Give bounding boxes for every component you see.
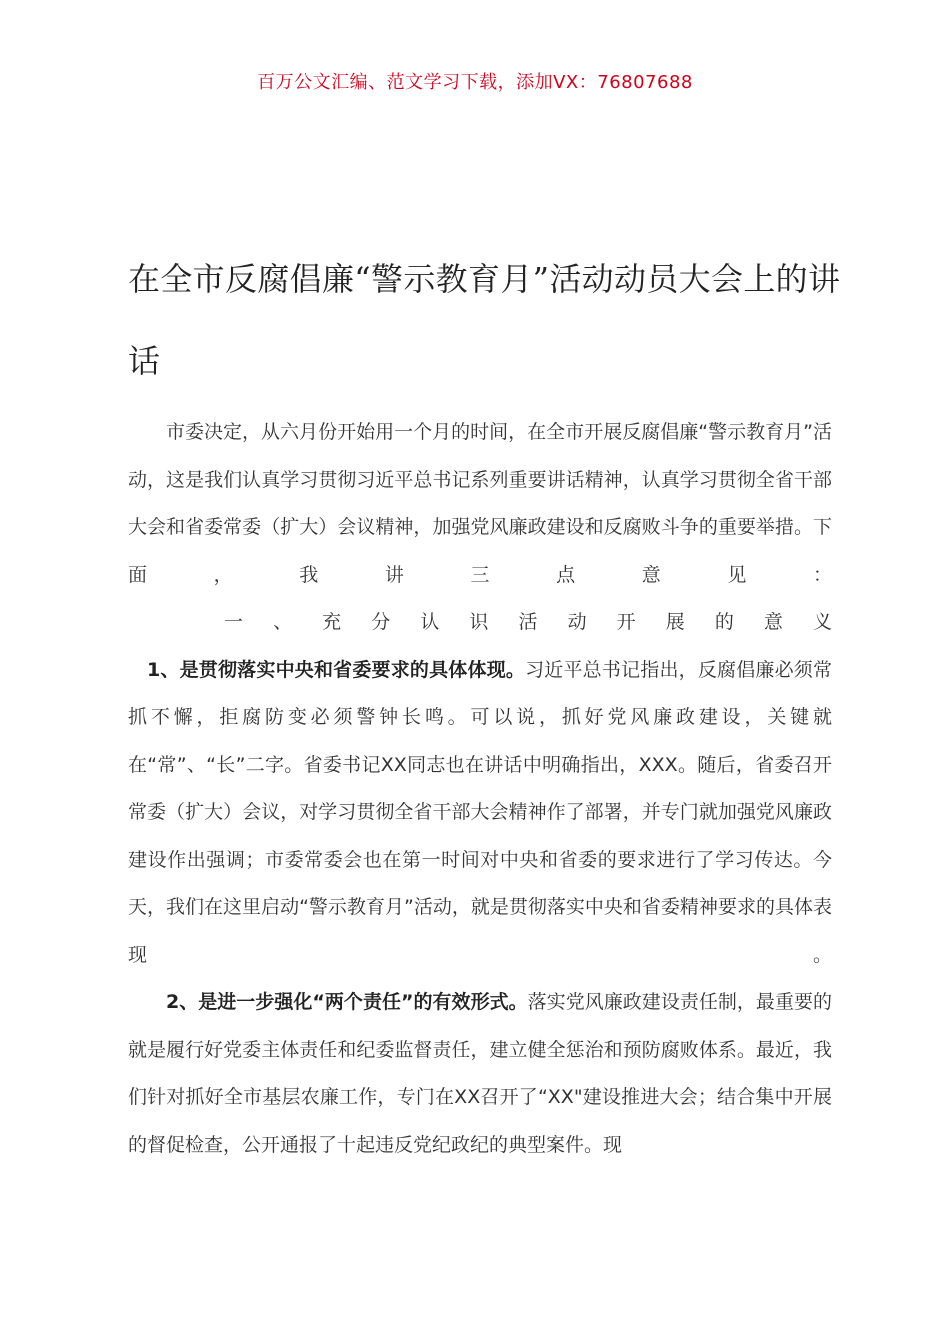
watermark-header: 百万公文汇编、范文学习下载，添加VX：76807688 xyxy=(257,72,693,93)
point-1-text: 习近平总书记指出，反腐倡廉必须常抓不懈，拒腐防变必须警钟长鸣。可以说，抓好党风廉政建设，关键就在“常”、“长”二字。省委书记XX同志也在讲话中明确指出，XXX。随后，省委召开常委（扩大）会议，对学习贯彻全省干部大会精神作了部署，并专门就加强党风廉政建设作出强调；市委常委会也在第一时间对中央和省委的要求进行了学习传达。今天，我们在这里启动“警示教育月”活动，就是贯彻落实中央和省委精神要求的具体表现。 xyxy=(128,658,832,966)
point-2-paragraph xyxy=(128,979,832,1169)
point-2-lead: 2、是进一步强化“两个责任”的有效形式。 xyxy=(166,991,528,1013)
section-heading-1: 一、充分认识活动开展的意义 xyxy=(224,611,832,633)
document-title: 在全市反腐倡廉“警示教育月”活动动员大会上的讲话 xyxy=(128,260,840,380)
point-2-text: 落实党风廉政建设责任制，最重要的就是履行好党委主体责任和纪委监督责任，建立健全惩治和预防腐败体系。最近，我们针对抓好全市基层农廉工作，专门在XX召开了“XX"建设推进大会；结合集中开展的督促检查，公开通报了十起违反党纪政纪的典型案件。现 xyxy=(128,991,832,1156)
intro-paragraph: 市委决定，从六月份开始用一个月的时间，在全市开展反腐倡廉“警示教育月”活动，这是我们认真学习贯彻习近平总书记系列重要讲话精神，认真学习贯彻全省干部大会和省委常委（扩大）会议精神，加强党风廉政建设和反腐败斗争的重要举措。下面，我讲三点意见： xyxy=(128,421,832,586)
point-1-lead: 1、是贯彻落实中央和省委要求的具体体现。 xyxy=(147,658,526,681)
point-1-paragraph xyxy=(128,647,832,980)
document-body xyxy=(128,409,832,1169)
